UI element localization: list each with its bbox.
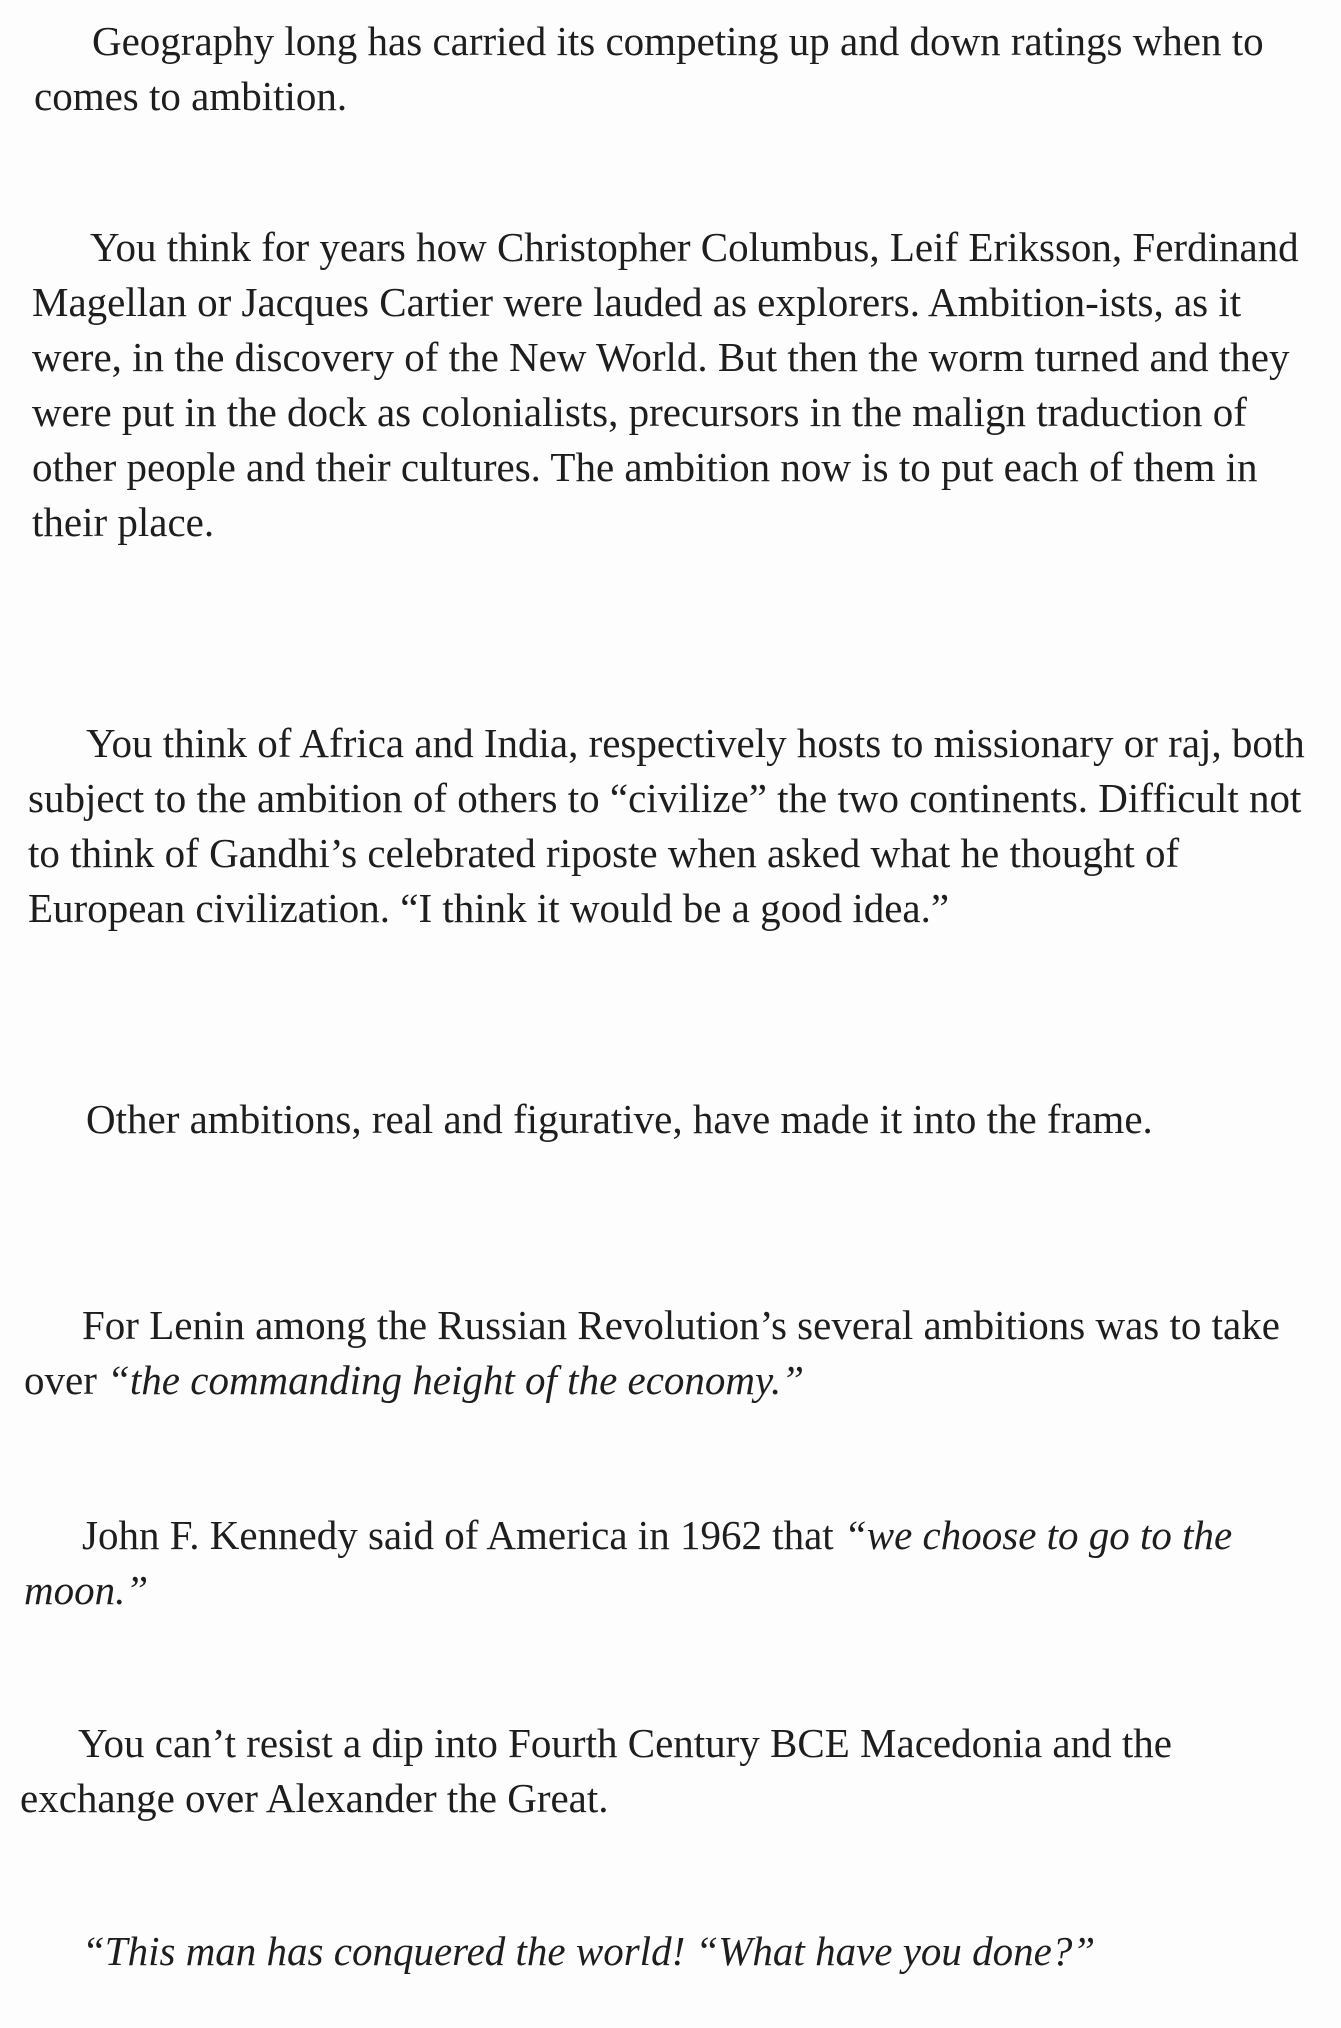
paragraph-lenin (24, 1298, 1314, 1408)
paragraph-text: John F. Kennedy said of America in 1962 that (82, 1512, 844, 1558)
paragraph-africa-india (28, 716, 1318, 936)
paragraph-text: For Lenin among the Russian Revolution’s several ambitions was to take over (24, 1302, 1280, 1403)
paragraph-geography (34, 14, 1324, 124)
paragraph-alexander-quote (82, 1924, 1282, 1979)
paragraph-text: Other ambitions, real and figurative, have made it into the frame. (86, 1096, 1153, 1142)
paragraph-text: You can’t resist a dip into Fourth Century BCE Macedonia and the exchange over Alexander the Great. (20, 1720, 1172, 1821)
paragraph-text: You think of Africa and India, respectively hosts to missionary or raj, both subject to the ambition of others to “civilize” the two continents. Difficult not to think of Gandhi’s celebrated riposte when asked what he thought of European civilization. “I think it would be a good idea.” (28, 720, 1305, 931)
paragraph-explorers (32, 220, 1302, 550)
paragraph-other-ambitions (28, 1092, 1228, 1147)
paragraph-quote: “This man has conquered the world! “What have you done?” (82, 1928, 1096, 1974)
paragraph-kennedy (24, 1508, 1314, 1618)
paragraph-text: You think for years how Christopher Columbus, Leif Eriksson, Ferdinand Magellan or Jacques Cartier were lauded as explorers. Ambition-ists, as it were, in the discovery of the New World. But then the worm turned and they were put in the dock as colonialists, precursors in the malign traduction of other people and their cultures. The ambition now is to put each of them in their place. (32, 224, 1299, 545)
paragraph-text: Geography long has carried its competing up and down ratings when to comes to ambition. (34, 18, 1264, 119)
paragraph-macedonia (20, 1716, 1310, 1826)
paragraph-quote: “the commanding height of the economy.” (107, 1357, 805, 1403)
paragraph-quote: “we choose to go to the moon.” (24, 1512, 1233, 1613)
